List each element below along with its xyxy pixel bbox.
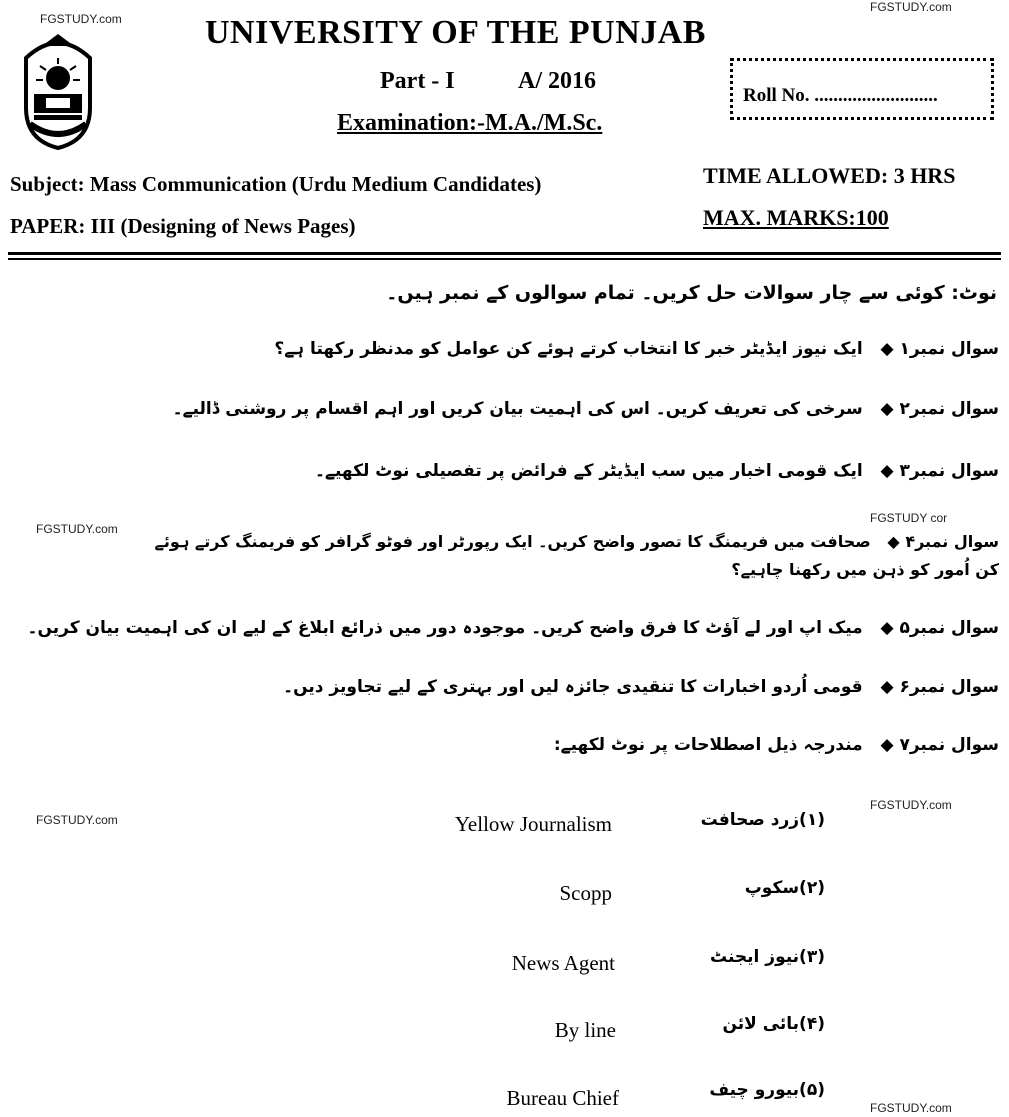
question-4: سوال نمبر۴ ◆ صحافت میں فریمنگ کا تصور واضح کریں۔ ایک رپورٹر اور فوٹو گرافر کو فریمنگ کرتے ہوئے کن اُمور کو ذہن میں رکھنا چاہیے؟	[154, 532, 999, 579]
term-urdu: (۱)زرد صحافت	[700, 810, 825, 830]
term-urdu: (۵)بیورو چیف	[709, 1080, 825, 1100]
question-label: سوال نمبر۳	[899, 461, 999, 481]
question-text: سرخی کی تعریف کریں۔ اس کی اہمیت بیان کریں اور اہم اقسام پر روشنی ڈالیے۔	[172, 399, 863, 419]
question-3: سوال نمبر۳ ◆ ایک قومی اخبار میں سب ایڈیٹر کے فرائض پر تفصیلی نوٹ لکھیے۔	[315, 461, 999, 481]
term-urdu: (۴)بائی لائن	[722, 1014, 825, 1034]
watermark: FGSTUDY.com	[870, 798, 952, 812]
question-7: سوال نمبر۷ ◆ مندرجہ ذیل اصطلاحات پر نوٹ لکھیے:	[553, 735, 999, 755]
max-marks: MAX. MARKS:100	[703, 205, 889, 230]
university-logo	[16, 28, 100, 152]
question-text: میک اپ اور لے آؤٹ کا فرق واضح کریں۔ موجودہ دور میں ذرائع ابلاغ کے لیے ان کی اہمیت بیان کریں۔	[27, 618, 863, 638]
subject-label: Subject: Mass Communication (Urdu Medium Candidates)	[10, 172, 542, 196]
term-english: News Agent	[511, 951, 615, 975]
term-english: Bureau Chief	[506, 1086, 619, 1110]
term-english: Yellow Journalism	[454, 812, 612, 836]
question-1: سوال نمبر۱ ◆ ایک نیوز ایڈیٹر خبر کا انتخاب کرتے ہوئے کن عوامل کو مدنظر رکھتا ہے؟	[274, 339, 999, 359]
term-english: By line	[554, 1018, 616, 1042]
question-6: سوال نمبر۶ ◆ قومی اُردو اخبارات کا تنقیدی جائزہ لیں اور بہتری کے لیے تجاویز دیں۔	[283, 677, 999, 697]
session-label: A/ 2016	[518, 68, 596, 94]
divider	[8, 258, 1001, 260]
watermark: FGSTUDY.com	[40, 12, 122, 26]
question-label: سوال نمبر۲	[899, 399, 999, 419]
question-text: مندرجہ ذیل اصطلاحات پر نوٹ لکھیے:	[553, 735, 863, 755]
university-title: UNIVERSITY OF THE PUNJAB	[205, 14, 706, 51]
examination-label: Examination:-M.A./M.Sc.	[337, 110, 603, 136]
watermark: FGSTUDY.com	[36, 813, 118, 827]
question-text: صحافت میں فریمنگ کا تصور واضح کریں۔ ایک رپورٹر اور فوٹو گرافر کو فریمنگ کرتے ہوئے کن اُمور کو ذہن میں رکھنا چاہیے؟	[154, 532, 999, 579]
roll-number-box	[730, 58, 994, 120]
instructions-note: نوٹ: کوئی سے چار سوالات حل کریں۔ تمام سوالوں کے نمبر ہیں۔	[386, 282, 997, 304]
term-urdu: (۳)نیوز ایجنٹ	[709, 947, 825, 967]
question-text: ایک نیوز ایڈیٹر خبر کا انتخاب کرتے ہوئے کن عوامل کو مدنظر رکھتا ہے؟	[274, 339, 863, 359]
question-label: سوال نمبر۷	[899, 735, 999, 755]
question-5: سوال نمبر۵ ◆ میک اپ اور لے آؤٹ کا فرق واضح کریں۔ موجودہ دور میں ذرائع ابلاغ کے لیے ان کی اہمیت بیان کریں۔	[27, 618, 999, 638]
question-label: سوال نمبر۵	[899, 618, 999, 638]
question-label: سوال نمبر۴	[905, 532, 999, 551]
question-2: سوال نمبر۲ ◆ سرخی کی تعریف کریں۔ اس کی اہمیت بیان کریں اور اہم اقسام پر روشنی ڈالیے۔	[172, 399, 999, 419]
watermark: FGSTUDY.com	[870, 1101, 952, 1115]
question-text: قومی اُردو اخبارات کا تنقیدی جائزہ لیں اور بہتری کے لیے تجاویز دیں۔	[283, 677, 863, 697]
question-text: ایک قومی اخبار میں سب ایڈیٹر کے فرائض پر تفصیلی نوٹ لکھیے۔	[315, 461, 863, 481]
question-label: سوال نمبر۶	[899, 677, 999, 697]
question-label: سوال نمبر۱	[899, 339, 999, 359]
term-english: Scopp	[559, 881, 612, 905]
watermark: FGSTUDY.com	[870, 0, 952, 14]
time-allowed: TIME ALLOWED: 3 HRS	[703, 163, 956, 188]
paper-label: PAPER: III (Designing of News Pages)	[10, 214, 356, 238]
roll-number-label: Roll No. ..........................	[743, 85, 938, 106]
term-urdu: (۲)سکوپ	[744, 878, 825, 898]
watermark: FGSTUDY.com	[36, 522, 118, 536]
divider	[8, 252, 1001, 255]
watermark: FGSTUDY cor	[870, 511, 948, 525]
part-label: Part - I	[380, 68, 455, 94]
